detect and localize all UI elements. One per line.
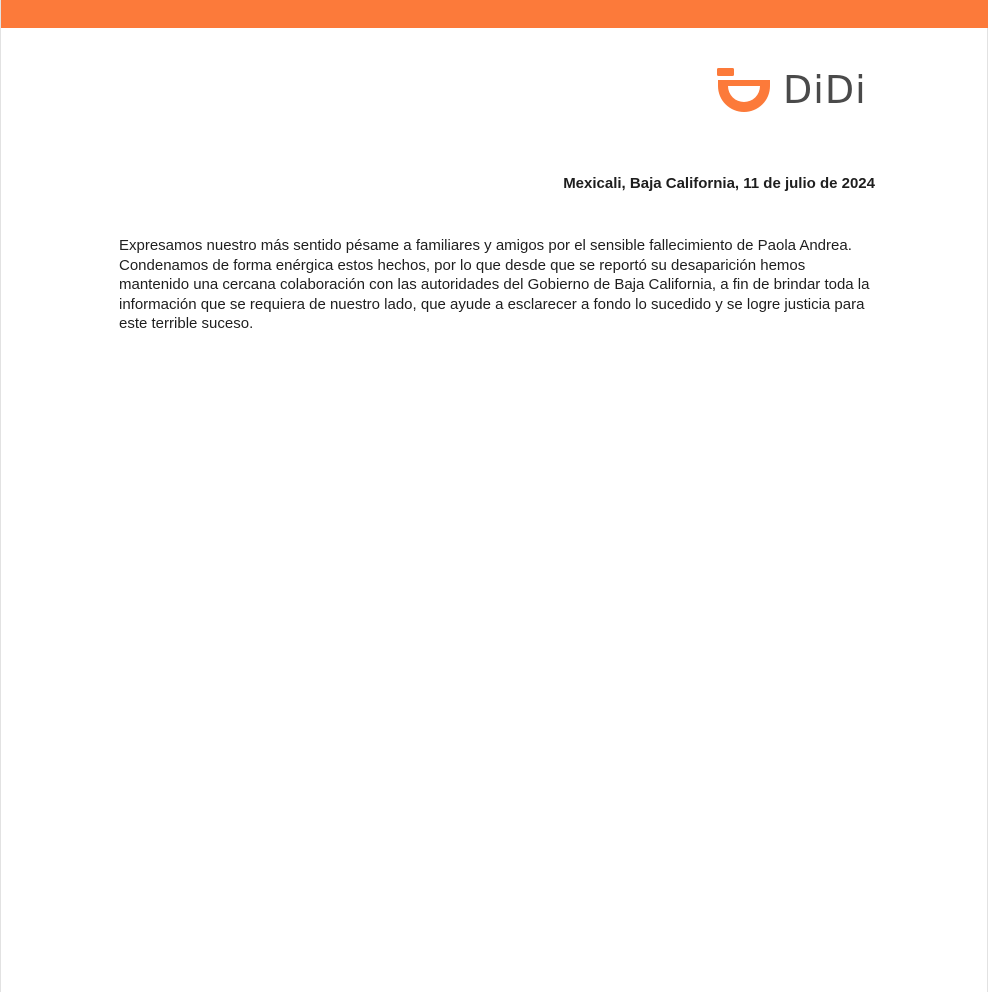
- letter-body: Expresamos nuestro más sentido pésame a familiares y amigos por el sensible fallecimiento de Paola Andrea. Condenamos de forma enérgica estos hechos, por lo que desde que se reportó su desaparición hemos mantenido una cercana colaboración con las autoridades del Gobierno de Baja California, a fin de brindar toda la información que se requiera de nuestro lado, que ayude a esclarecer a fondo lo sucedido y se logre justicia para este terrible suceso.: [119, 237, 870, 332]
- brand-header-bar: [1, 0, 988, 28]
- didi-logo: [715, 66, 867, 114]
- logo-wordmark: DiDi: [783, 68, 867, 112]
- didi-logo-icon: [715, 66, 773, 114]
- letter-date-line: Mexicali, Baja California, 11 de julio de 2024: [563, 175, 875, 192]
